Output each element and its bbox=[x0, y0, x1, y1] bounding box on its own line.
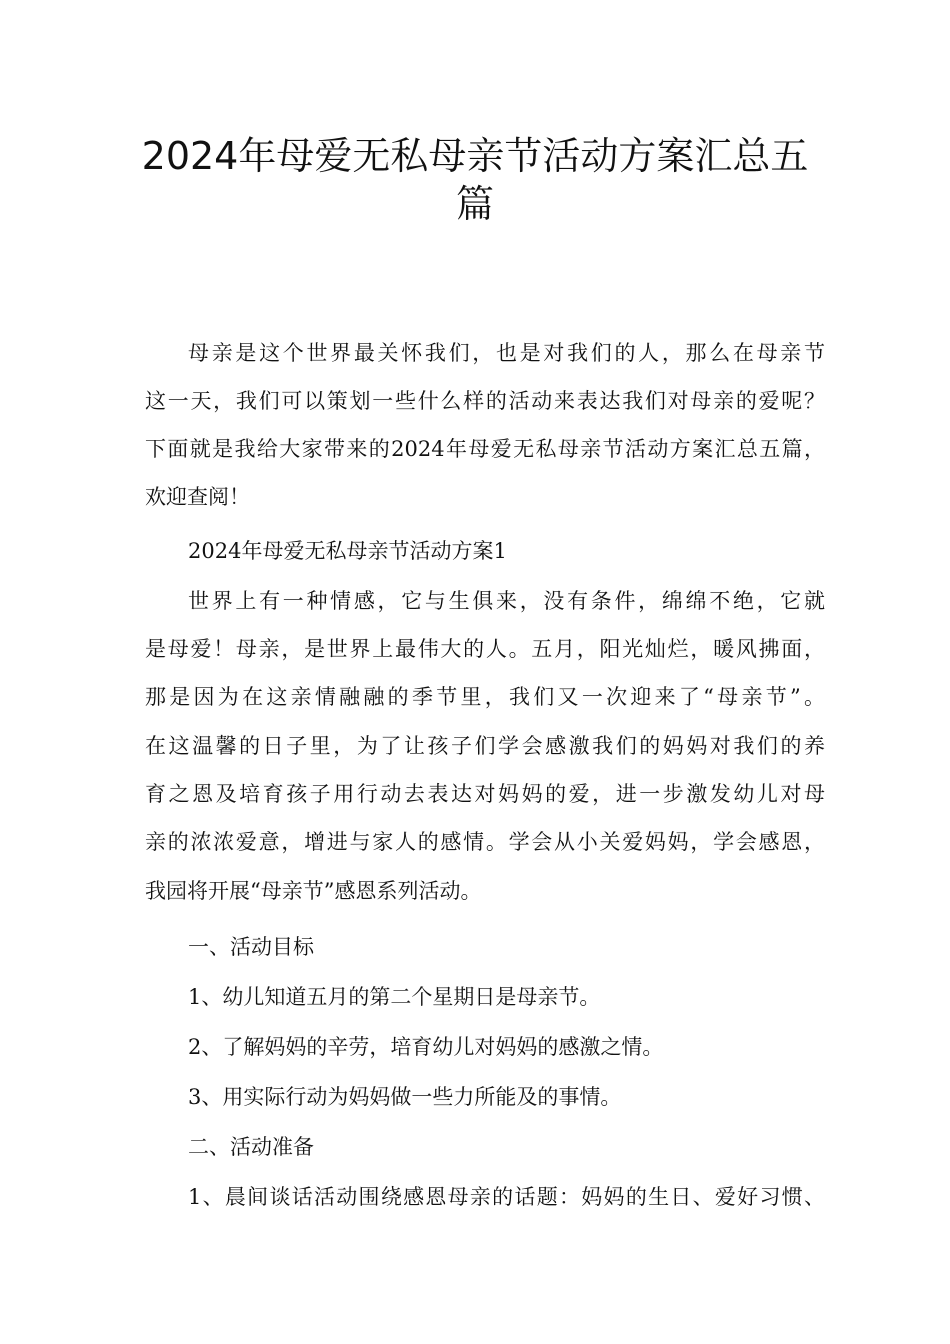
goal-item-2: 2、了解妈妈的辛劳，培育幼儿对妈妈的感激之情。 bbox=[188, 1035, 664, 1059]
document-title-line-1: 2024年母爱无私母亲节活动方案汇总五 bbox=[141, 134, 809, 178]
section-heading-goals: 一、活动目标 bbox=[188, 935, 314, 959]
body-line-5: 育之恩及培育孩子用行动去表达对妈妈的爱，进一步激发幼儿对母 bbox=[145, 782, 825, 806]
goal-item-1: 1、幼儿知道五月的第二个星期日是母亲节。 bbox=[188, 985, 601, 1009]
body-line-2: 是母爱！母亲，是世界上最伟大的人。五月，阳光灿烂，暖风拂面， bbox=[145, 637, 825, 661]
body-line-6: 亲的浓浓爱意，增进与家人的感情。学会从小关爱妈妈，学会感恩， bbox=[145, 830, 825, 854]
intro-line-4: 欢迎查阅！ bbox=[145, 485, 250, 509]
section-heading-plan-1: 2024年母爱无私母亲节活动方案1 bbox=[188, 539, 507, 563]
body-line-7: 我园将开展“母亲节”感恩系列活动。 bbox=[145, 879, 482, 903]
intro-line-1: 母亲是这个世界最关怀我们，也是对我们的人，那么在母亲节 bbox=[188, 341, 825, 365]
body-line-3: 那是因为在这亲情融融的季节里，我们又一次迎来了“母亲节”。 bbox=[145, 685, 825, 709]
preparation-item-1: 1、晨间谈话活动围绕感恩母亲的话题：妈妈的生日、爱好习惯、 bbox=[188, 1185, 825, 1209]
intro-line-2: 这一天，我们可以策划一些什么样的活动来表达我们对母亲的爱呢？ bbox=[145, 389, 825, 413]
intro-line-3: 下面就是我给大家带来的2024年母爱无私母亲节活动方案汇总五篇， bbox=[145, 437, 825, 461]
body-line-4: 在这温馨的日子里，为了让孩子们学会感激我们的妈妈对我们的养 bbox=[145, 734, 825, 758]
goal-item-3: 3、用实际行动为妈妈做一些力所能及的事情。 bbox=[188, 1085, 622, 1109]
body-line-1: 世界上有一种情感，它与生俱来，没有条件，绵绵不绝，它就 bbox=[188, 589, 825, 613]
section-heading-preparation: 二、活动准备 bbox=[188, 1135, 314, 1159]
document-title-line-2: 篇 bbox=[455, 182, 494, 226]
